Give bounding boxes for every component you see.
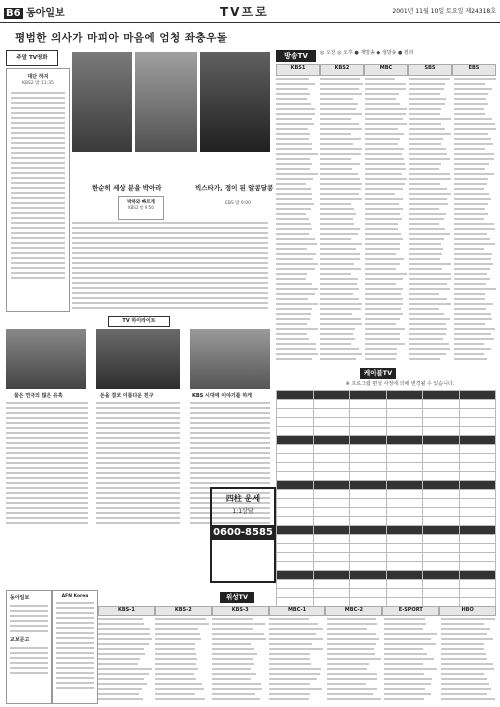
cable-title: 케이블TV bbox=[360, 368, 396, 379]
cable-row bbox=[277, 427, 496, 436]
cable-row bbox=[277, 400, 496, 409]
cable-note: ※ 프로그램 편성 사정에 의해 변경될 수 있습니다. bbox=[345, 381, 455, 387]
feature-photo-right bbox=[200, 52, 270, 152]
logo-kyobo: 교보문고 bbox=[10, 637, 30, 643]
cable-row bbox=[277, 553, 496, 562]
schedule-col-mbc bbox=[365, 78, 407, 364]
cable-row bbox=[277, 562, 496, 571]
caption-right: 빅스타가, 정이 된 알콩달콩 bbox=[195, 184, 274, 192]
sat-col-kbs1: KBS-1 bbox=[98, 606, 155, 616]
drama-photo-2 bbox=[96, 329, 180, 389]
channel-ebs: EBS bbox=[452, 64, 496, 76]
radio-column bbox=[52, 590, 98, 704]
ad-sub: 1:1상담 bbox=[232, 508, 254, 515]
drama-text-2 bbox=[96, 402, 180, 527]
cable-row bbox=[277, 571, 496, 580]
cable-row bbox=[277, 499, 496, 508]
schedule-col-ebs bbox=[454, 78, 496, 364]
channel-sbs: SBS bbox=[408, 64, 452, 76]
schedule-col-kbs1 bbox=[276, 78, 318, 364]
channel-kbs1: KBS1 bbox=[276, 64, 320, 76]
schedule-col-sbs bbox=[409, 78, 451, 364]
sat-col-kbs2: KBS-2 bbox=[155, 606, 212, 616]
channel-kbs2: KBS2 bbox=[320, 64, 364, 76]
sat-col-esport: E-SPORT bbox=[382, 606, 439, 616]
sat-col-mbc2: MBC-2 bbox=[325, 606, 382, 616]
schedule-title: 방송TV bbox=[276, 50, 316, 62]
tv-highlight-tag: TV 하이라이트 bbox=[108, 316, 170, 327]
cable-row bbox=[277, 481, 496, 490]
cable-row bbox=[277, 526, 496, 535]
cable-row bbox=[277, 418, 496, 427]
schedule-col-kbs2 bbox=[320, 78, 362, 364]
cable-row bbox=[277, 463, 496, 472]
schedule-grid bbox=[276, 78, 496, 364]
section-title: TV프로 bbox=[220, 5, 269, 19]
cable-row bbox=[277, 535, 496, 544]
col1-title: 대단 하지 bbox=[27, 74, 49, 80]
cable-grid bbox=[276, 390, 496, 607]
schedule-legend: ◎ 오전 ◎ 오후 ● 재방송 ◆ 생방송 ● 컬러 bbox=[320, 50, 414, 56]
cable-row bbox=[277, 472, 496, 481]
logo-column bbox=[6, 590, 52, 704]
schedule-channel-header bbox=[276, 64, 496, 76]
drama-caption-1: 물은 연극의 많은 유혹 bbox=[14, 393, 63, 399]
cable-row bbox=[277, 517, 496, 526]
ad-phone: 0600-8585 bbox=[213, 527, 273, 538]
radio-title: AFN Korea bbox=[61, 594, 89, 599]
satellite-title: 위성TV bbox=[220, 592, 254, 603]
ad-brand: 四柱 운세 bbox=[225, 494, 261, 503]
page-number: B6 동아일보 bbox=[6, 8, 65, 19]
tv-movie-tag: 주말 TV영화 bbox=[6, 50, 58, 66]
cable-row bbox=[277, 544, 496, 553]
cable-row bbox=[277, 409, 496, 418]
drama-caption-2: 돈을 결코 이름다운 친구 bbox=[100, 393, 154, 399]
sub-box-title: 박하와 빠르게 bbox=[127, 200, 155, 205]
drama-photo-3 bbox=[190, 329, 270, 389]
cable-row bbox=[277, 508, 496, 517]
channel-mbc: MBC bbox=[364, 64, 408, 76]
sub-box-label: KBS2 밤 9:50 bbox=[128, 205, 154, 210]
issue-date: 2001년 11월 10일 토요일 제24318호 bbox=[392, 8, 496, 15]
ad-box bbox=[210, 487, 276, 583]
logo-donga: 동아일보 bbox=[10, 595, 30, 601]
sat-col-kbs3: KBS-3 bbox=[212, 606, 269, 616]
cable-row bbox=[277, 391, 496, 400]
cable-row bbox=[277, 454, 496, 463]
masthead bbox=[0, 0, 500, 23]
cable-row bbox=[277, 589, 496, 598]
feature-body-text bbox=[72, 222, 268, 312]
drama-text-1 bbox=[6, 402, 88, 527]
col1-body-text bbox=[11, 92, 65, 279]
satellite-grid bbox=[98, 618, 496, 702]
sat-col-mbc1: MBC-1 bbox=[269, 606, 326, 616]
caption-left: 한순히 세상 분을 박아라 bbox=[92, 184, 162, 192]
feature-headline: 평범한 의사가 마피아 마음에 엄청 좌충우돌 bbox=[15, 32, 228, 44]
sub-box-time: EBS 밤 9:00 bbox=[225, 201, 252, 206]
sat-col-hbo: HBO bbox=[439, 606, 496, 616]
cable-row bbox=[277, 436, 496, 445]
cable-row bbox=[277, 445, 496, 454]
drama-caption-3: KBS 시대에 이야기를 하게 bbox=[192, 393, 252, 399]
sub-box bbox=[118, 196, 164, 220]
cable-row bbox=[277, 580, 496, 589]
satellite-header bbox=[98, 606, 496, 616]
feature-left-column bbox=[6, 68, 70, 312]
col1-time: KBS2 밤 11:35 bbox=[22, 81, 54, 86]
feature-photo-left bbox=[72, 52, 132, 152]
drama-photo-1 bbox=[6, 329, 86, 389]
cable-row bbox=[277, 490, 496, 499]
feature-photo-center bbox=[135, 52, 197, 152]
